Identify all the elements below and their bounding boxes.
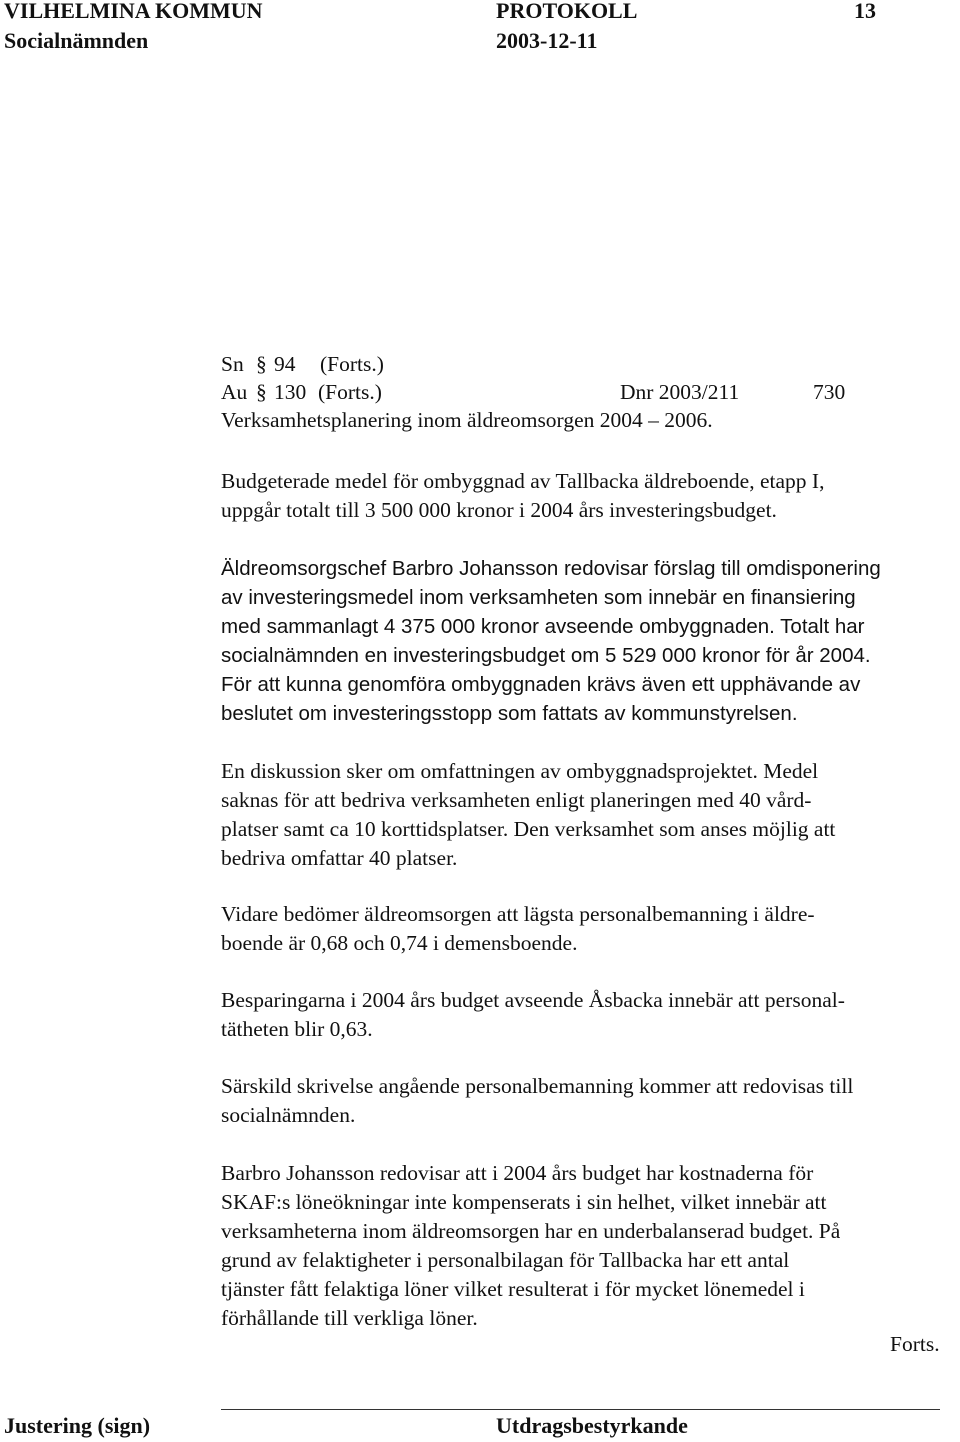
text-line: boende är 0,68 och 0,74 i demensboende.: [221, 931, 578, 955]
document-type: PROTOKOLL: [496, 0, 638, 23]
text-line: uppgår totalt till 3 500 000 kronor i 2004 års investeringsbudget.: [221, 498, 777, 522]
diary-number: Dnr 2003/211: [620, 380, 740, 404]
sn-number: 94: [274, 352, 296, 376]
paragraph-savings: [221, 986, 845, 1044]
text-line: Barbro Johansson redovisar att i 2004 års budget har kostnaderna för: [221, 1161, 814, 1185]
municipality-name: VILHELMINA KOMMUN: [4, 0, 263, 23]
text-line: Äldreomsorgschef Barbro Johansson redovisar förslag till omdisponering: [221, 557, 881, 580]
text-line: med sammanlagt 4 375 000 kronor avseende ombyggnaden. Totalt har: [221, 615, 865, 638]
au-section-symbol: §: [256, 380, 267, 404]
paragraph-staffing: [221, 900, 815, 958]
justering-label: Justering (sign): [4, 1413, 151, 1438]
au-number: 130: [274, 380, 307, 404]
text-line: verksamheterna inom äldreomsorgen har en underbalanserad budget. På: [221, 1219, 841, 1243]
paragraph-proposal: [221, 554, 881, 728]
text-line: grund av felaktigheter i personalbilagan för Tallbacka har ett antal: [221, 1248, 790, 1272]
meeting-date: 2003-12-11: [496, 28, 598, 53]
sn-section-symbol: §: [256, 352, 267, 376]
sn-note: (Forts.): [320, 352, 384, 376]
page-number: 13: [854, 0, 876, 23]
paragraph-discussion: [221, 757, 835, 873]
text-line: förhållande till verkliga löner.: [221, 1306, 478, 1330]
text-line: tjänster fått felaktiga löner vilket resulterat i för mycket lönemedel i: [221, 1277, 805, 1301]
text-line: Vidare bedömer äldreomsorgen att lägsta personalbemanning i äldre-: [221, 902, 815, 926]
text-line: En diskussion sker om omfattningen av ombyggnadsprojektet. Medel: [221, 759, 819, 783]
text-line: platser samt ca 10 korttidsplatser. Den verksamhet som anses möjlig att: [221, 817, 836, 841]
text-line: SKAF:s löneökningar inte kompenserats i sin helhet, vilket innebär att: [221, 1190, 827, 1214]
text-line: bedriva omfattar 40 platser.: [221, 846, 458, 870]
footer-divider: [221, 1409, 940, 1410]
paragraph-letter: [221, 1072, 853, 1130]
sn-label: Sn: [221, 352, 244, 376]
text-line: beslutet om investeringsstopp som fattats av kommunstyrelsen.: [221, 702, 798, 725]
text-line: tätheten blir 0,63.: [221, 1017, 373, 1041]
text-line: saknas för att bedriva verksamheten enligt planeringen med 40 vård-: [221, 788, 812, 812]
paragraph-salary-costs: [221, 1159, 840, 1333]
text-line: socialnämnden en investeringsbudget om 5 529 000 kronor för år 2004.: [221, 644, 871, 667]
utdrag-label: Utdragsbestyrkande: [496, 1413, 688, 1438]
section-title: Verksamhetsplanering inom äldreomsorgen 2004 – 2006.: [221, 408, 713, 432]
au-note: (Forts.): [318, 380, 382, 404]
diary-code: 730: [813, 380, 846, 404]
text-line: av investeringsmedel inom verksamheten som innebär en finansiering: [221, 586, 856, 609]
text-line: För att kunna genomföra ombyggnaden krävs även ett upphävande av: [221, 673, 861, 696]
paragraph-budget: [221, 467, 824, 525]
committee-name: Socialnämnden: [4, 28, 149, 53]
text-line: Särskild skrivelse angående personalbemanning kommer att redovisas till: [221, 1074, 854, 1098]
text-line: socialnämnden.: [221, 1103, 356, 1127]
text-line: Budgeterade medel för ombyggnad av Tallbacka äldreboende, etapp I,: [221, 469, 825, 493]
text-line: Besparingarna i 2004 års budget avseende Åsbacka innebär att personal-: [221, 988, 845, 1012]
continued-label: Forts.: [890, 1332, 940, 1356]
au-label: Au: [221, 380, 248, 404]
